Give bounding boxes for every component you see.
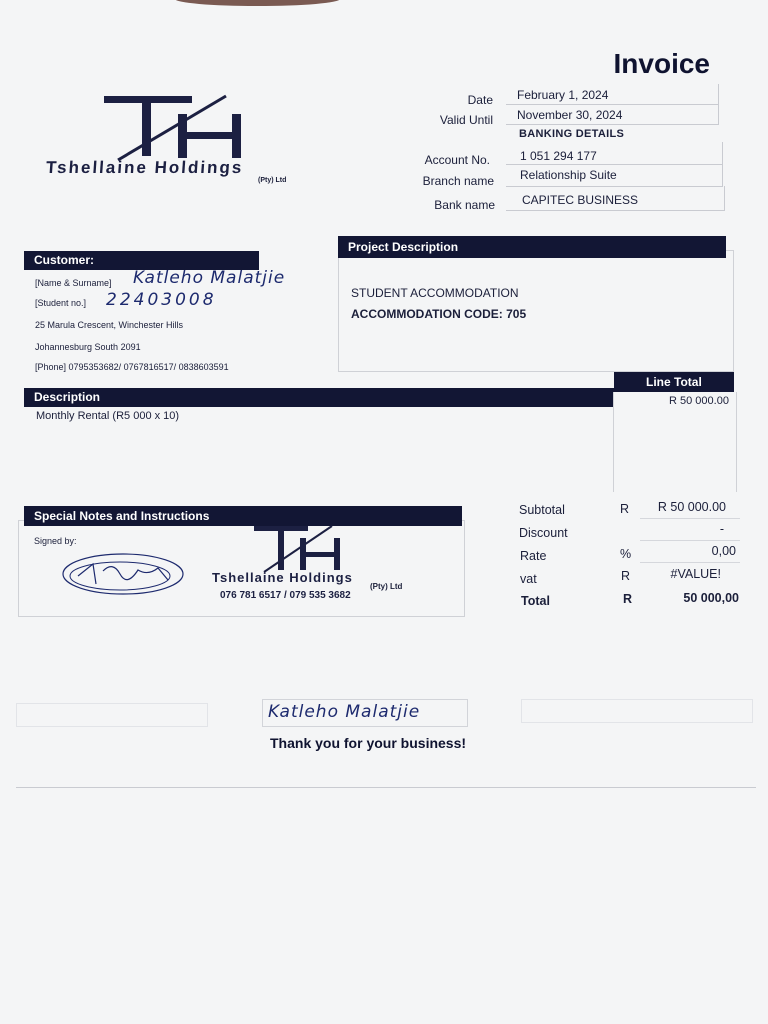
subtotal-rule bbox=[640, 518, 740, 519]
vat-currency: R bbox=[621, 569, 631, 583]
company-logo-icon bbox=[98, 92, 258, 162]
line-total-heading: Line Total bbox=[614, 372, 734, 392]
item-description: Monthly Rental (R5 000 x 10) bbox=[36, 410, 180, 422]
rate-rule bbox=[640, 562, 740, 563]
customer-name: Katleho Malatjie bbox=[133, 268, 286, 288]
discount-rule bbox=[640, 540, 740, 541]
total-value: 50 000,00 bbox=[683, 591, 739, 605]
item-total: R 50 000.00 bbox=[669, 395, 729, 407]
date-value: February 1, 2024 bbox=[517, 88, 609, 102]
vat-value: #VALUE! bbox=[670, 567, 721, 581]
account-label: Account No. bbox=[424, 153, 490, 167]
customer-heading: Customer: bbox=[24, 251, 259, 270]
notes-heading: Special Notes and Instructions bbox=[24, 506, 462, 526]
column-edge bbox=[736, 392, 737, 492]
discount-value: - bbox=[719, 522, 724, 536]
stamp-logo-icon bbox=[250, 522, 350, 574]
column-divider bbox=[613, 392, 614, 492]
subtotal-label: Subtotal bbox=[519, 503, 565, 517]
footer-left-box bbox=[16, 703, 208, 727]
signed-by-label: Signed by: bbox=[34, 536, 77, 546]
company-name: Tshellaine Holdings bbox=[45, 158, 245, 177]
signature-name: Katleho Malatjie bbox=[268, 702, 421, 722]
banking-details-heading: BANKING DETAILS bbox=[519, 128, 625, 140]
subtotal-value: R 50 000.00 bbox=[657, 500, 726, 514]
valid-until-value: November 30, 2024 bbox=[517, 108, 623, 122]
project-line-2: ACCOMMODATION CODE: 705 bbox=[351, 307, 527, 321]
company-suffix: (Pty) Ltd bbox=[258, 177, 287, 184]
paper-edge-mark bbox=[175, 0, 340, 6]
stamp-company-suffix: (Pty) Ltd bbox=[370, 582, 403, 591]
rate-value: 0,00 bbox=[711, 544, 736, 558]
footer-divider bbox=[16, 787, 756, 788]
rate-label: Rate bbox=[520, 549, 547, 563]
subtotal-currency: R bbox=[620, 502, 630, 516]
description-heading: Description bbox=[24, 388, 614, 407]
project-line-1: STUDENT ACCOMMODATION bbox=[351, 286, 519, 300]
student-no-value: 22403008 bbox=[106, 290, 217, 310]
name-label: [Name & Surname] bbox=[35, 278, 112, 288]
date-label: Date bbox=[467, 93, 493, 107]
thank-you-message: Thank you for your business! bbox=[270, 735, 467, 751]
total-label: Total bbox=[521, 594, 550, 608]
discount-label: Discount bbox=[519, 526, 568, 540]
account-value: 1 051 294 177 bbox=[520, 149, 597, 163]
vat-label: vat bbox=[520, 572, 537, 586]
customer-phone: [Phone] 0795353682/ 0767816517/ 0838603591 bbox=[35, 362, 229, 372]
stamp-company-name: Tshellaine Holdings bbox=[212, 570, 353, 585]
address-line-2: Johannesburg South 2091 bbox=[35, 342, 141, 352]
footer-right-box bbox=[521, 699, 753, 723]
student-no-label: [Student no.] bbox=[35, 298, 87, 308]
branch-label: Branch name bbox=[422, 174, 494, 188]
rate-currency: % bbox=[620, 547, 632, 561]
branch-value: Relationship Suite bbox=[520, 168, 617, 182]
total-currency: R bbox=[623, 592, 633, 606]
bank-name-label: Bank name bbox=[434, 198, 495, 212]
signature-icon bbox=[58, 546, 188, 606]
address-line-1: 25 Marula Crescent, Winchester Hills bbox=[35, 320, 184, 330]
project-heading: Project Description bbox=[338, 236, 726, 258]
valid-until-label: Valid Until bbox=[439, 113, 493, 127]
bank-name-value: CAPITEC BUSINESS bbox=[522, 193, 639, 207]
stamp-phone: 076 781 6517 / 079 535 3682 bbox=[220, 590, 351, 601]
invoice-title: Invoice bbox=[613, 48, 710, 79]
